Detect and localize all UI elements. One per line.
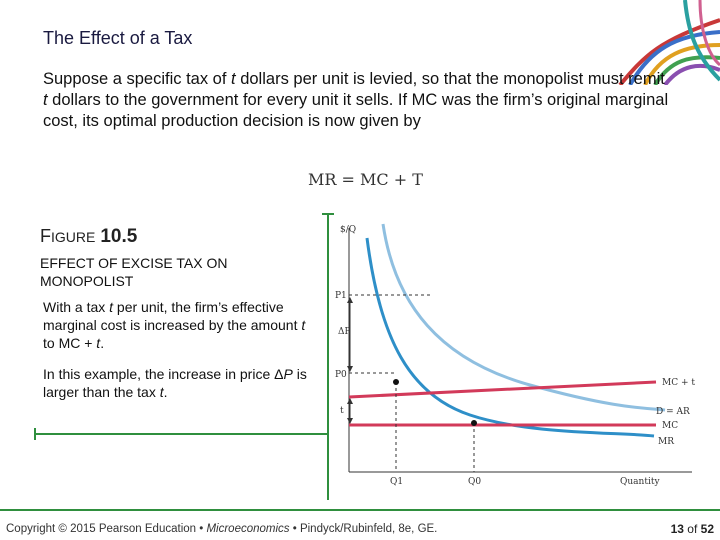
intro-paragraph — [43, 69, 673, 132]
monopolist-tax-chart — [320, 210, 700, 500]
label-mc-plus-t: MC + t — [662, 378, 695, 388]
annotation-delta-p: ΔP — [338, 327, 351, 337]
figure-subtitle: EFFECT OF EXCISE TAX ON MONOPOLIST — [40, 255, 228, 289]
tick-p1: P1 — [335, 291, 347, 301]
caption1-var-3: t — [96, 335, 101, 351]
intro-text-2: dollars per unit is levied, so that the monopolist must remit — [235, 70, 665, 88]
label-demand: D = AR — [656, 407, 690, 417]
footer-authors: • Pindyck/Rubinfeld, 8e, GE. — [289, 523, 438, 535]
caption1-text-2: per unit, the firm’s effective marginal cost is increased by the amount — [43, 299, 302, 333]
caption1-text-1: With a tax — [43, 299, 110, 315]
equilibrium-point-original — [471, 420, 477, 426]
tax-formula: MR = MC + T — [308, 170, 423, 189]
intro-var-t-2: t — [43, 91, 48, 109]
intro-var-t-1: t — [231, 70, 236, 88]
page-total: 52 — [700, 522, 714, 536]
y-axis-label: $/Q — [340, 225, 357, 235]
label-mc: MC — [662, 421, 679, 431]
caption2-var-1: P — [283, 366, 293, 382]
x-axis-label: Quantity — [620, 477, 660, 487]
annotation-t: t — [340, 406, 344, 416]
page-current: 13 — [670, 522, 684, 536]
page-of: of — [687, 522, 698, 536]
tick-p0: P0 — [335, 370, 347, 380]
caption1-text-3: to MC + — [43, 335, 97, 351]
caption-price-increase — [43, 365, 318, 401]
figure-label — [40, 226, 137, 248]
footer-book-title: Microeconomics — [206, 523, 290, 535]
caption2-text-1: In this example, the increase in price Δ — [43, 366, 284, 382]
figure-number: 10.5 — [100, 226, 138, 247]
demand-curve — [383, 224, 665, 410]
footer-copyright — [6, 523, 437, 535]
footer-copyright-text: Copyright © 2015 Pearson Education • — [6, 523, 207, 535]
figure-label-word: IGURE — [51, 229, 96, 245]
slide-title: The Effect of a Tax — [43, 28, 193, 48]
figure-label-initial: F — [40, 226, 51, 246]
caption-tax-effect — [43, 298, 318, 352]
intro-text-3: dollars to the government for every unit it sells. If MC was the firm’s original marginal cost, its optimal production decision is now given by — [43, 91, 669, 130]
tick-q0: Q0 — [468, 477, 482, 487]
caption1-var-2: t — [301, 317, 306, 333]
page-counter — [671, 522, 714, 536]
caption2-var-2: t — [159, 384, 164, 400]
label-mr: MR — [658, 437, 674, 447]
equilibrium-point-taxed — [393, 379, 399, 385]
mr-curve — [367, 238, 654, 436]
intro-text-1: Suppose a specific tax of — [43, 70, 232, 88]
tick-q1: Q1 — [390, 477, 404, 487]
caption2-text-2: is larger than the tax — [43, 366, 307, 400]
caption1-var-1: t — [109, 299, 114, 315]
caption2-text-3: . — [163, 384, 168, 400]
caption1-text-4: . — [100, 335, 105, 351]
